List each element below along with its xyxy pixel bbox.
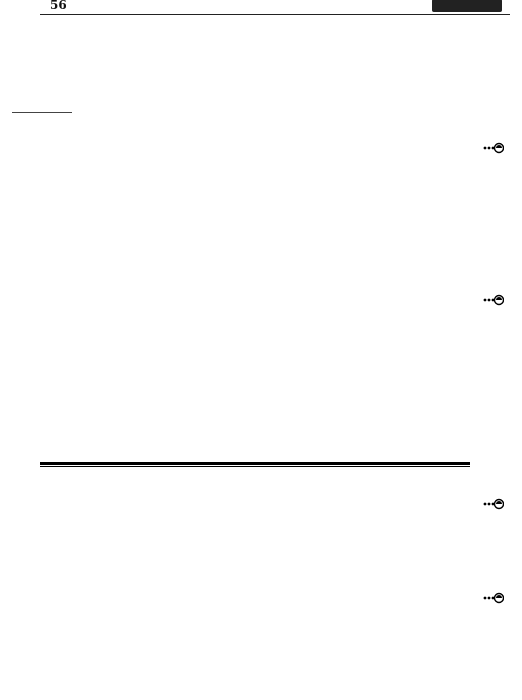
text-line bbox=[10, 56, 510, 76]
text-line bbox=[10, 36, 510, 56]
paragraph-7 bbox=[10, 586, 476, 646]
text-line bbox=[10, 288, 476, 308]
text-line bbox=[10, 512, 476, 532]
text-line bbox=[10, 586, 476, 606]
citation-row bbox=[10, 626, 476, 646]
running-title bbox=[432, 0, 502, 12]
text-line bbox=[10, 646, 476, 666]
text-line bbox=[10, 492, 476, 512]
citation-row bbox=[10, 532, 476, 552]
heading-rule bbox=[40, 466, 470, 467]
citation-row bbox=[10, 380, 476, 400]
page-number: 56 bbox=[50, 0, 67, 12]
citation-row bbox=[10, 76, 510, 96]
citation-row bbox=[10, 236, 476, 256]
text-line bbox=[10, 560, 476, 580]
text-line bbox=[10, 156, 476, 176]
paragraph-6 bbox=[10, 560, 476, 580]
text-line bbox=[10, 176, 476, 196]
swirl-bullet-icon bbox=[482, 294, 504, 306]
text-line bbox=[10, 606, 476, 626]
source-note bbox=[10, 470, 510, 490]
text-line bbox=[10, 216, 476, 236]
swirl-bullet-icon bbox=[482, 498, 504, 510]
section-heading bbox=[40, 426, 460, 460]
citation-row bbox=[10, 328, 476, 348]
swirl-bullet-icon bbox=[482, 592, 504, 604]
paragraph-3 bbox=[10, 288, 476, 348]
text-line bbox=[10, 136, 476, 156]
text-line bbox=[10, 16, 510, 36]
text-line bbox=[10, 308, 476, 328]
separator bbox=[12, 112, 72, 113]
page-header bbox=[40, 0, 510, 15]
swirl-bullet-icon bbox=[482, 142, 504, 154]
text-line bbox=[10, 666, 476, 686]
paragraph-4 bbox=[10, 360, 476, 400]
paragraph-5 bbox=[10, 492, 476, 552]
paragraph-8 bbox=[10, 646, 476, 700]
text-line bbox=[10, 360, 476, 380]
paragraph-2 bbox=[10, 136, 476, 256]
heading-rule bbox=[40, 462, 470, 465]
paragraph-1 bbox=[10, 16, 510, 96]
heading-source-note bbox=[10, 470, 510, 490]
text-line bbox=[10, 196, 476, 216]
